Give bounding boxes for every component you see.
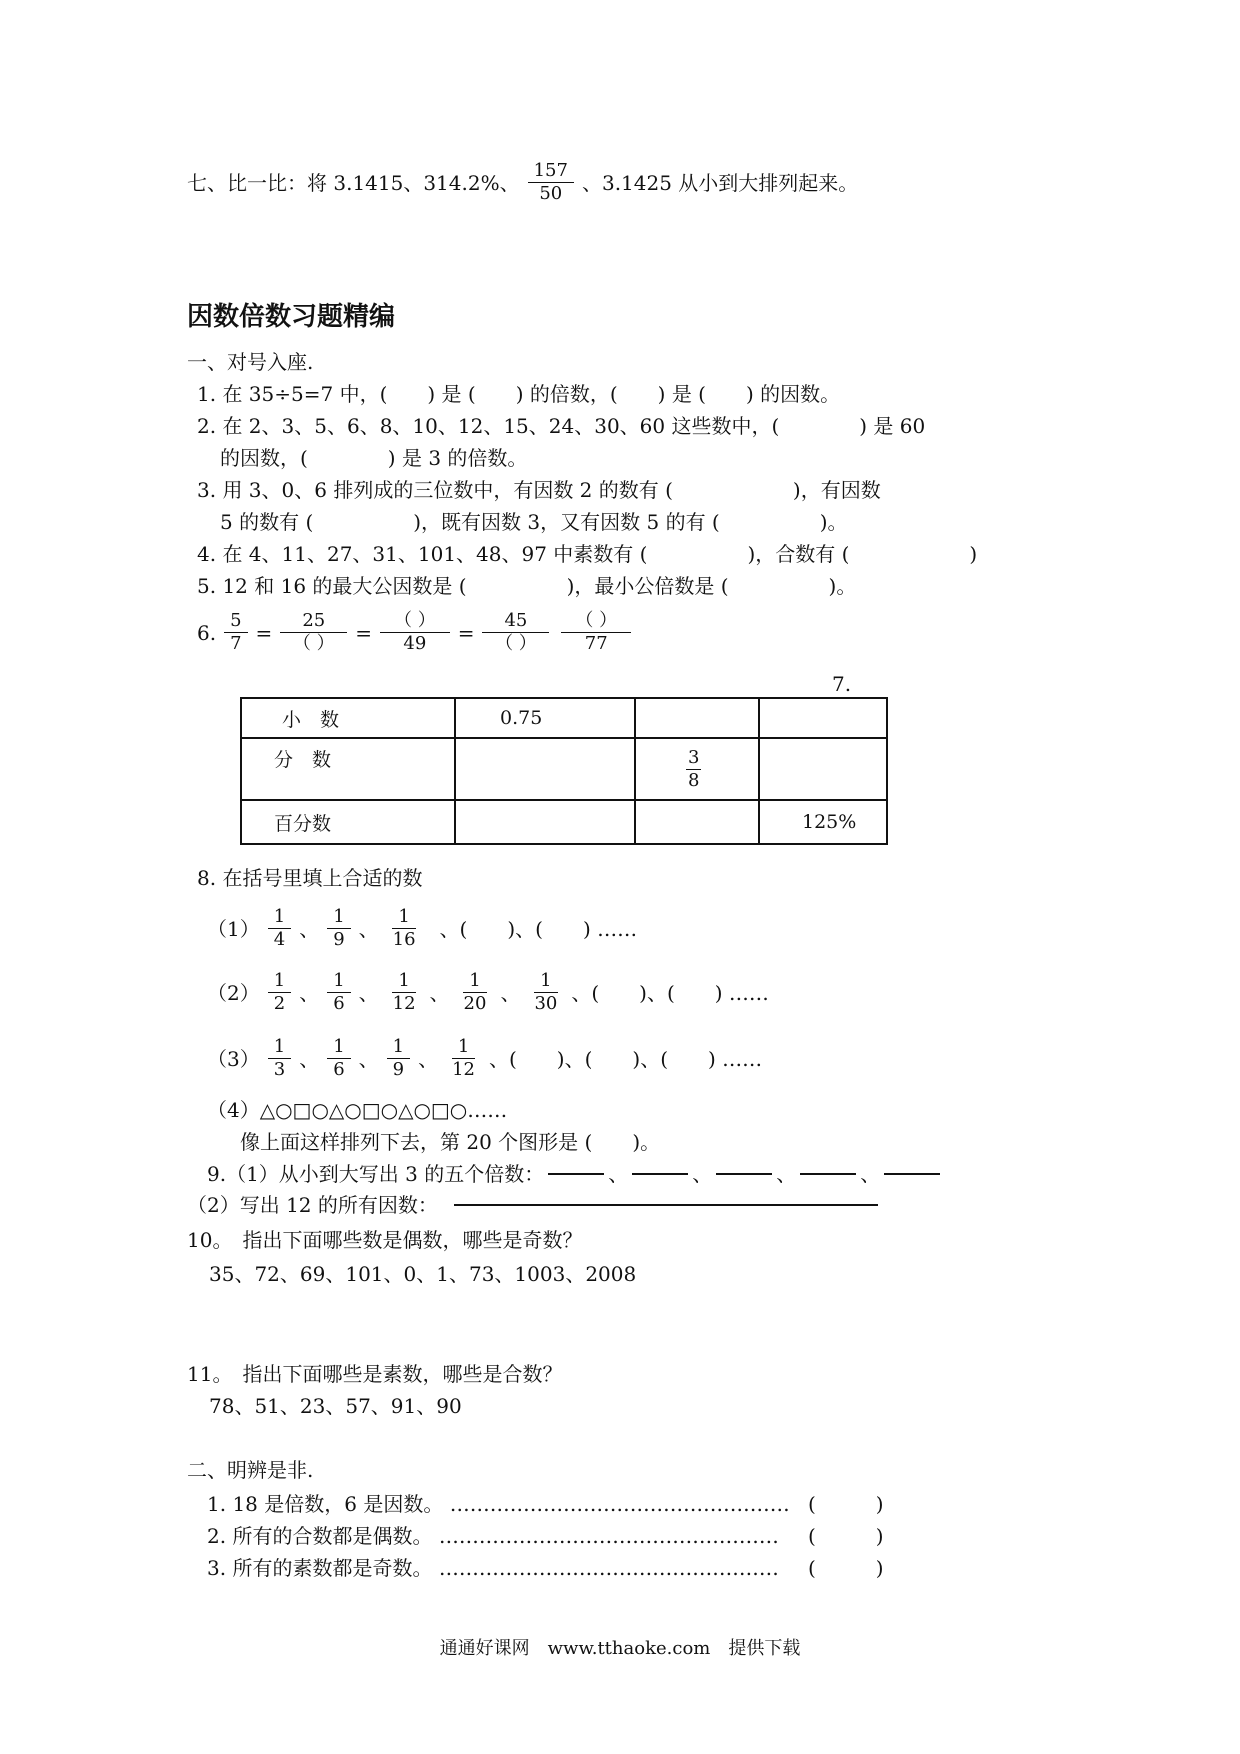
fraction-numerator: 3	[688, 746, 700, 768]
question-10-numbers: 35、72、69、101、0、1、73、1003、2008	[209, 1262, 637, 1286]
fraction-denominator: 50	[539, 183, 563, 204]
q6-fraction	[482, 610, 549, 655]
equals-sign: =	[457, 620, 475, 645]
fraction-denominator: 30	[534, 993, 558, 1014]
fraction-numerator: 1	[392, 906, 415, 929]
table-row	[241, 738, 887, 800]
sequence-fraction	[327, 906, 350, 951]
sequence-tail: 、( )、( ) ……	[439, 916, 638, 941]
fraction-numerator: 1	[387, 1036, 410, 1059]
separator: 、	[299, 1046, 320, 1071]
sub-question-label: （3）	[207, 1046, 260, 1071]
q6-fraction	[380, 610, 450, 655]
sequence-tail: 、( )、( )、( ) ……	[489, 1046, 763, 1071]
separator: 、	[608, 1162, 629, 1186]
page-title: 因数倍数习题精编	[187, 302, 396, 332]
fraction-denominator: 6	[333, 993, 345, 1014]
fraction-denominator: 9	[392, 1059, 405, 1080]
question-10: 10。 指出下面哪些数是偶数，哪些是奇数？	[187, 1228, 583, 1252]
question-8-3	[207, 1036, 762, 1081]
question-11: 11。 指出下面哪些是素数，哪些是合数？	[187, 1362, 563, 1386]
answer-blank[interactable]	[884, 1173, 940, 1175]
fraction-numerator: 1	[463, 970, 486, 993]
q6-fraction	[280, 610, 347, 655]
table-cell: 125%	[759, 800, 887, 844]
true-false-item-1	[207, 1492, 790, 1516]
table-cell	[759, 738, 887, 800]
question-9-1-text: 9.（1）从小到大写出 3 的五个倍数：	[207, 1162, 545, 1186]
fraction-numerator: 45	[482, 610, 549, 633]
sequence-fraction	[458, 970, 493, 1015]
table-cell: 0.75	[455, 698, 635, 738]
q6-fraction	[561, 610, 631, 655]
q6-fraction	[224, 610, 247, 655]
section-2-heading: 二、明辨是非.	[187, 1458, 314, 1482]
question-3-line-2: 5 的数有 ( )，既有因数 3，又有因数 5 的有 ( )。	[220, 510, 848, 534]
question-2-line-2: 的因数，( ) 是 3 的倍数。	[220, 446, 528, 470]
separator: 、	[776, 1162, 797, 1186]
separator: 、	[358, 916, 379, 941]
conversion-table	[240, 697, 888, 845]
separator: 、	[358, 980, 379, 1005]
fraction-3-8	[686, 747, 701, 792]
fraction-numerator: 5	[224, 610, 247, 633]
fraction-numerator: （ ）	[561, 610, 631, 633]
fraction-denominator: 12	[452, 1059, 475, 1080]
fraction-denominator: 49	[403, 633, 427, 654]
question-8-4-line-2: 像上面这样排列下去，第 20 个图形是 ( )。	[240, 1130, 661, 1154]
row-header: 百分数	[241, 800, 455, 844]
table-cell	[635, 698, 759, 738]
question-4: 4. 在 4、11、27、31、101、48、97 中素数有 ( )，合数有 ( )	[197, 542, 978, 566]
answer-paren[interactable]: ( )	[808, 1492, 884, 1516]
fraction-denominator: 12	[392, 993, 416, 1014]
dot-leader: ……………………………………………	[438, 1524, 779, 1548]
table-cell	[455, 738, 635, 800]
question-11-numbers: 78、51、23、57、91、90	[209, 1394, 462, 1418]
question-9-2	[187, 1193, 878, 1217]
statement-text: 3. 所有的素数都是奇数。	[207, 1556, 433, 1580]
fraction-denominator: （ ）	[292, 633, 335, 654]
answer-blank[interactable]	[800, 1173, 856, 1175]
separator: 、	[418, 1046, 439, 1071]
question-6-label: 6.	[197, 620, 217, 645]
top-q7-prefix: 七、比一比：将 3.1415、314.2%、	[187, 170, 520, 195]
fraction-157-50	[528, 160, 574, 205]
fraction-denominator: 3	[273, 1059, 286, 1080]
true-false-item-2	[207, 1524, 779, 1548]
row-header: 分 数	[241, 738, 455, 800]
statement-text: 1. 18 是倍数，6 是因数。	[207, 1492, 444, 1516]
sequence-fraction	[446, 1036, 481, 1081]
sequence-fraction	[268, 906, 291, 951]
separator: 、	[299, 980, 320, 1005]
question-6	[197, 610, 635, 655]
fraction-numerator: 157	[528, 160, 574, 183]
table-row	[241, 800, 887, 844]
row-header: 小 数	[241, 698, 455, 738]
question-3-line-1: 3. 用 3、0、6 排列成的三位数中，有因数 2 的数有 ( )，有因数	[197, 478, 881, 502]
fraction-denominator: 8	[688, 769, 700, 791]
table-cell	[635, 738, 759, 800]
section-1-heading: 一、对号入座.	[187, 350, 314, 374]
true-false-item-3	[207, 1556, 779, 1580]
fraction-numerator: 25	[280, 610, 347, 633]
sequence-fraction	[268, 970, 291, 1015]
fraction-denominator: 16	[392, 929, 416, 950]
sequence-tail: 、( )、( ) ……	[571, 980, 769, 1005]
sequence-fraction	[268, 1036, 291, 1081]
top-q7-suffix: 、3.1425 从小到大排列起来。	[581, 170, 859, 195]
fraction-numerator: 1	[327, 970, 350, 993]
question-9-2-text: （2）写出 12 的所有因数：	[187, 1193, 438, 1217]
question-8-1	[207, 906, 637, 951]
separator: 、	[692, 1162, 713, 1186]
table-cell	[455, 800, 635, 844]
statement-text: 2. 所有的合数都是偶数。	[207, 1524, 433, 1548]
answer-blank[interactable]	[716, 1173, 772, 1175]
dot-leader: ……………………………………………	[449, 1492, 790, 1516]
fraction-denominator: （ ）	[495, 633, 537, 654]
separator: 、	[299, 916, 320, 941]
sub-question-label: （1）	[207, 916, 260, 941]
fraction-denominator: 20	[463, 993, 487, 1014]
table-row	[241, 698, 887, 738]
question-9-1	[207, 1162, 940, 1186]
fraction-numerator: 1	[327, 906, 350, 929]
top-question-7	[187, 160, 858, 205]
separator: 、	[500, 980, 521, 1005]
sequence-fraction	[528, 970, 563, 1015]
equals-sign: =	[355, 620, 372, 645]
sequence-fraction	[387, 970, 422, 1015]
table-cell	[759, 698, 887, 738]
fraction-denominator: 7	[230, 633, 242, 654]
fraction-numerator: 1	[268, 906, 291, 929]
question-7-label: 7.	[832, 672, 852, 696]
fraction-numerator: 1	[392, 970, 415, 993]
question-1: 1. 在 35÷5=7 中，( ) 是 ( ) 的倍数，( ) 是 ( ) 的因数。	[197, 382, 841, 406]
fraction-numerator: 1	[268, 970, 291, 993]
answer-blank[interactable]	[548, 1173, 604, 1175]
fraction-denominator: 2	[273, 993, 286, 1014]
separator: 、	[358, 1046, 379, 1071]
sequence-fraction	[387, 1036, 410, 1081]
fraction-denominator: 4	[273, 929, 286, 950]
answer-paren[interactable]: ( )	[808, 1524, 884, 1548]
question-5: 5. 12 和 16 的最大公因数是 ( )，最小公倍数是 ( )。	[197, 574, 857, 598]
separator: 、	[860, 1162, 881, 1186]
fraction-numerator: （ ）	[380, 610, 450, 633]
footer-credit: 通通好课网 www.tthaoke.com 提供下载	[439, 1638, 801, 1659]
separator: 、	[429, 980, 450, 1005]
answer-blank[interactable]	[632, 1173, 688, 1175]
dot-leader: ……………………………………………	[438, 1556, 779, 1580]
sequence-fraction	[327, 970, 350, 1015]
question-8-4-line-1: （4）△○□○△○□○△○□○……	[207, 1098, 508, 1122]
fraction-numerator: 1	[534, 970, 557, 993]
fraction-denominator: 9	[333, 929, 345, 950]
fraction-denominator: 77	[584, 633, 608, 654]
fraction-numerator: 1	[327, 1036, 350, 1059]
equals-sign: =	[255, 620, 273, 645]
sequence-fraction	[327, 1036, 350, 1081]
question-8-2	[207, 970, 769, 1015]
question-2-line-1: 2. 在 2、3、5、6、8、10、12、15、24、30、60 这些数中，( ) 是 60	[197, 414, 926, 438]
sequence-fraction	[387, 906, 422, 951]
question-8-heading: 8. 在括号里填上合适的数	[197, 866, 423, 890]
sub-question-label: （2）	[207, 980, 260, 1005]
table-cell	[635, 800, 759, 844]
fraction-numerator: 1	[268, 1036, 291, 1059]
answer-blank[interactable]	[454, 1204, 878, 1206]
fraction-denominator: 6	[333, 1059, 345, 1080]
fraction-numerator: 1	[452, 1036, 475, 1059]
answer-paren[interactable]: ( )	[808, 1556, 884, 1580]
